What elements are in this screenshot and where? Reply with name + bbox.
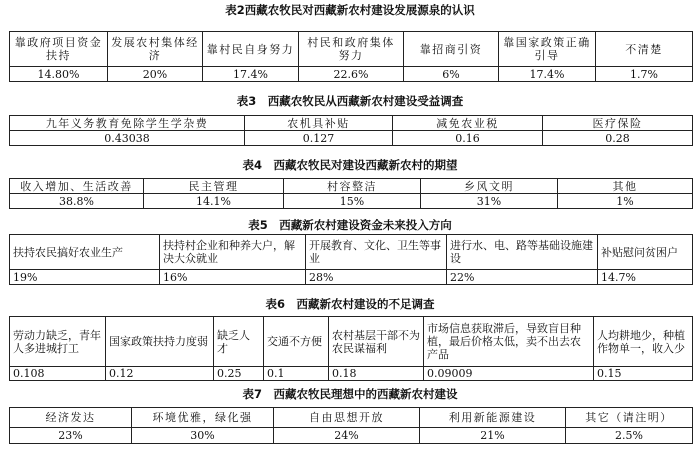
- table6-value-cell: 0.15: [594, 367, 693, 381]
- table5-value-cell: 16%: [160, 270, 306, 285]
- table6-value-cell: 0.18: [329, 367, 424, 381]
- table4-value-cell: 15%: [284, 194, 421, 209]
- table5-value-cell: 22%: [447, 270, 598, 285]
- table7-caption: 表7 西藏农牧民理想中的西藏新农村建设: [242, 387, 458, 401]
- table3-header-cell: 九年义务教育免除学生学杂费: [10, 116, 245, 131]
- table5-value-cell: 19%: [10, 270, 160, 285]
- table7-header-cell: 自由思想开放: [274, 408, 420, 428]
- table7-header-cell: 经济发达: [10, 408, 132, 428]
- table5-caption: 表5 西藏新农村建设资金未来投入方向: [248, 218, 452, 232]
- table4-value-cell: 1%: [558, 194, 693, 209]
- table5-value-cell: 28%: [306, 270, 447, 285]
- table3-header-cell: 减免农业税: [393, 116, 543, 131]
- table2-header-cell: 村民和政府集体努力: [299, 32, 404, 67]
- table3-value-cell: 0.28: [543, 131, 693, 146]
- table4-header-cell: 村容整洁: [284, 179, 421, 194]
- table6-value-cell: 0.12: [106, 367, 214, 381]
- table4-header-cell: 民主管理: [144, 179, 284, 194]
- table6-header-cell: 市场信息获取滞后，导致盲目种植，最后价格太低，卖不出去农产品: [424, 317, 594, 367]
- table2: [9, 31, 693, 82]
- table6-header-cell: 劳动力缺乏，青年人多进城打工: [10, 317, 106, 367]
- table2-header-cell: 靠招商引资: [404, 32, 499, 67]
- table6-header-cell: 缺乏人才: [214, 317, 264, 367]
- table5-header-cell: 进行水、电、路等基础设施建设: [447, 235, 598, 270]
- table4-header-cell: 乡风文明: [421, 179, 558, 194]
- table4-header-cell: 收入增加、生活改善: [10, 179, 144, 194]
- table3-caption: 表3 西藏农牧民从西藏新农村建设受益调查: [236, 94, 464, 108]
- table3-header-cell: 农机具补贴: [245, 116, 393, 131]
- table4-value-cell: 14.1%: [144, 194, 284, 209]
- table2-value-cell: 20%: [108, 67, 203, 82]
- table2-header-cell: 靠政府项目资金扶持: [10, 32, 108, 67]
- table3: [9, 115, 693, 146]
- table5-header-cell: 扶持农民搞好农业生产: [10, 235, 160, 270]
- table6-value-cell: 0.25: [214, 367, 264, 381]
- table2-header-cell: 发展农村集体经济: [108, 32, 203, 67]
- table5-header-cell: 扶持村企业和种养大户，解决大众就业: [160, 235, 306, 270]
- table2-header-cell: 靠国家政策正确引导: [499, 32, 596, 67]
- table2-value-cell: 17.4%: [203, 67, 299, 82]
- table5-header-cell: 补贴慰问贫困户: [598, 235, 693, 270]
- table7-value-cell: 23%: [10, 428, 132, 444]
- table4: [9, 178, 693, 209]
- table6-value-cell: 0.09009: [424, 367, 594, 381]
- table2-header-cell: 靠村民自身努力: [203, 32, 299, 67]
- table6-header-cell: 人均耕地少，种植作物单一，收入少: [594, 317, 693, 367]
- table5-header-cell: 开展教育、文化、卫生等事业: [306, 235, 447, 270]
- table4-value-cell: 38.8%: [10, 194, 144, 209]
- table4-caption: 表4 西藏农牧民对建设西藏新农村的期望: [242, 158, 458, 172]
- table2-value-cell: 6%: [404, 67, 499, 82]
- table6-header-cell: 农村基层干部不为农民谋福利: [329, 317, 424, 367]
- table6-value-cell: 0.1: [264, 367, 329, 381]
- table2-value-cell: 22.6%: [299, 67, 404, 82]
- table7-header-cell: 利用新能源建设: [420, 408, 566, 428]
- table3-value-cell: 0.43038: [10, 131, 245, 146]
- table7-value-cell: 21%: [420, 428, 566, 444]
- table2-caption: 表2西藏农牧民对西藏新农村建设发展源泉的认识: [225, 3, 475, 17]
- table7-header-cell: 其它（请注明）: [566, 408, 693, 428]
- table3-header-cell: 医疗保险: [543, 116, 693, 131]
- table2-value-cell: 1.7%: [596, 67, 693, 82]
- table6: [9, 316, 693, 381]
- table5-value-cell: 14.7%: [598, 270, 693, 285]
- table3-value-cell: 0.127: [245, 131, 393, 146]
- table6-caption: 表6 西藏新农村建设的不足调查: [265, 297, 435, 311]
- table7-value-cell: 24%: [274, 428, 420, 444]
- table7-value-cell: 2.5%: [566, 428, 693, 444]
- table4-value-cell: 31%: [421, 194, 558, 209]
- table7-value-cell: 30%: [132, 428, 274, 444]
- table6-header-cell: 国家政策扶持力度弱: [106, 317, 214, 367]
- table7: [9, 407, 693, 444]
- table6-value-cell: 0.108: [10, 367, 106, 381]
- table4-header-cell: 其他: [558, 179, 693, 194]
- table3-value-cell: 0.16: [393, 131, 543, 146]
- table6-header-cell: 交通不方便: [264, 317, 329, 367]
- table2-value-cell: 17.4%: [499, 67, 596, 82]
- table7-header-cell: 环境优雅，绿化强: [132, 408, 274, 428]
- table5: [9, 234, 693, 285]
- table2-value-cell: 14.80%: [10, 67, 108, 82]
- table2-header-cell: 不清楚: [596, 32, 693, 67]
